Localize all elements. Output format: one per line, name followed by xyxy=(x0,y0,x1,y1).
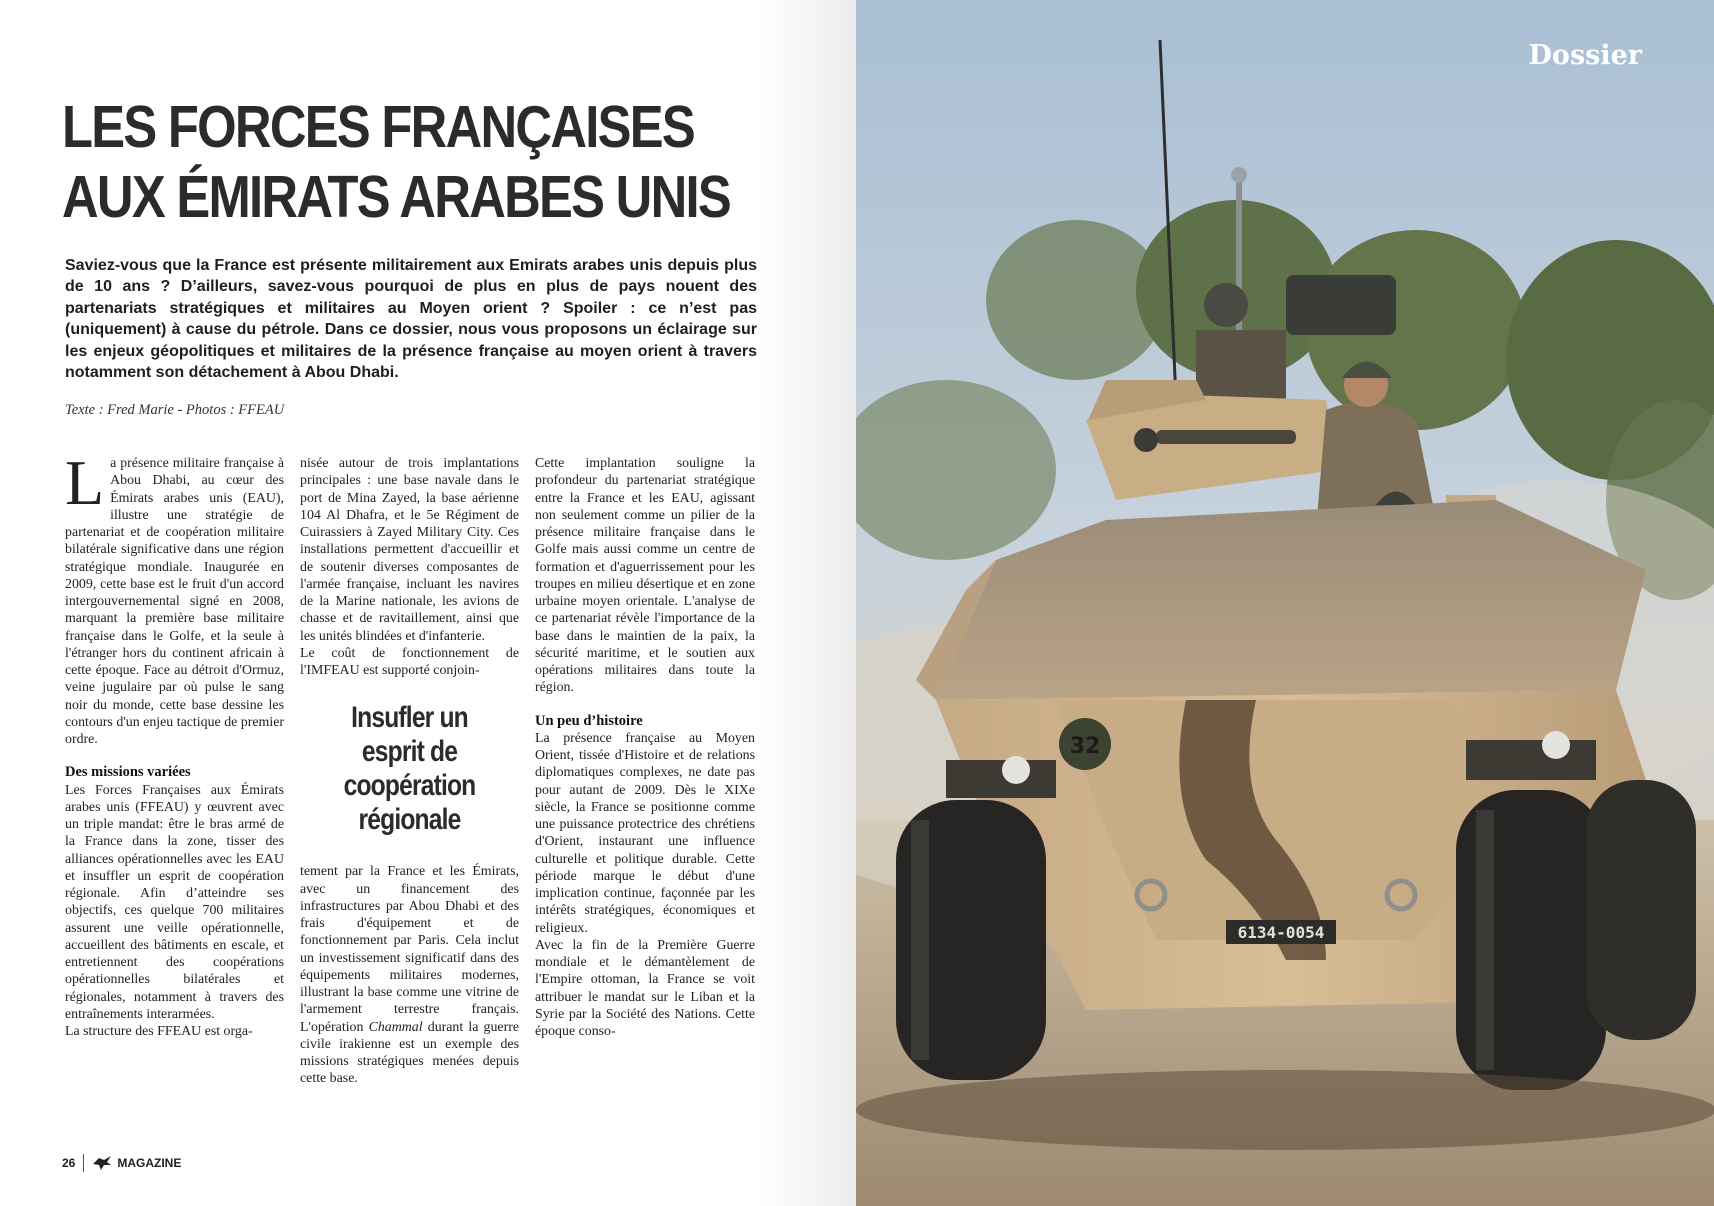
paragraph: Cette implantation souligne la profondeur du partenariat stratégique entre la France et les EAU, agissant non seulement comme un pilier de la présence militaire française dans le Golfe mais aussi comme un centre de formation et d'aguerrissement pour les troupes en milieu désertique et en zone urbaine moyen orientale. L'analyse de ce partenariat révèle l'importance de la base dans le maintien de la paix, la sécurité maritime, et le soutien aux opérations militaires dans toute la région. xyxy=(535,456,755,696)
paragraph: Les Forces Françaises aux Émirats arabes unis (FFEAU) y œuvrent avec un triple mandat: être le bras armé de la France dans la zone, tisser des alliances opérationnelles avec les EAU et insuffler un esprit de coopération régionale. Afin d’atteindre ses objectifs, ces quelque 700 militaires assurent une veille opérationnelle, accueillent des bâtiments en escale, et entretiennent des coopérations opérationnelles bilatérales et régionales, notamment à travers des entraînements interarmées. xyxy=(65,782,284,1022)
title-line-1: LES FORCES FRANÇAISES xyxy=(62,94,695,160)
magazine-label: MAGAZINE xyxy=(117,1156,182,1170)
license-plate: 6134-0054 xyxy=(1237,923,1325,942)
pull-quote: Insufler un esprit de coopération régionale xyxy=(343,701,476,837)
paragraph xyxy=(300,863,519,1087)
text-column-2 xyxy=(300,455,519,1088)
armored-vehicle-photo xyxy=(856,0,1714,1206)
title-line-2: AUX ÉMIRATS ARABES UNIS xyxy=(62,164,731,230)
paragraph-text: durant la guerre civile irakienne est un exemple des missions stratégiques menées depuis cette base. xyxy=(300,1019,519,1087)
paragraph: Le coût de fonctionnement de l'IMFEAU est supporté conjoin- xyxy=(300,645,519,678)
article-credits: Texte : Fred Marie - Photos : FFEAU xyxy=(65,402,285,418)
paragraph: La présence française au Moyen Orient, tissée d'Histoire et de relations diplomatiques complexes, ne date pas pour autant de 2009. Dès le XIXe siècle, la France se positionne comme une puissance protectrice des chrétiens d'Orient, instaurant une influence culturelle et politique durable. Cette période marque le début d'une implication continue, façonnée par les intérêts stratégiques, économiques et religieux. xyxy=(535,730,755,936)
subheading-history: Un peu d’histoire xyxy=(535,712,643,729)
paragraph: nisée autour de trois implantations principales : une base navale dans le port de Mina Zayed, la base aérienne 104 Al Dhafra, et le 5e Régiment de Cuirassiers à Zayed Military City. Ces installations permettent d'accueillir et de soutenir diverses composantes de l'armée française, incluant les navires de la Marine nationale, les avions de chasse et de ravitaillement, ainsi que les unités blindées et d'infanterie. xyxy=(300,456,519,644)
text-column-3 xyxy=(535,455,755,1040)
magazine-logo-icon xyxy=(92,1155,112,1171)
subheading-missions: Des missions variées xyxy=(65,764,191,781)
paragraph: Avec la fin de la Première Guerre mondiale et le démantèlement de l'Empire ottoman, la France se voit attribuer le mandat sur le Liban et la Syrie par la Société des Nations. Cette époque conso- xyxy=(535,937,755,1039)
paragraph-text: a présence militaire française à Abou Dhabi, au cœur des Émirats arabes unis (EAU), illustre une stratégie de partenariat et de coopération militaire bilatérale significative dans une région stratégique mondiale. Inaugurée en 2009, cette base est le fruit d'un accord intergouvernemental signé en 2008, marquant la première base militaire française dans le Golfe, et la seule à l'étranger hors du continent africain à cette époque. Face au détroit d'Ormuz, veine jugulaire par où pulse le sang noir du monde, cette base dessine les contours d'un enjeu tactique de premier ordre. xyxy=(65,456,284,747)
article-title xyxy=(62,92,731,232)
drop-cap: L xyxy=(65,447,105,518)
article-lead: Saviez-vous que la France est présente militairement aux Emirats arabes unis depuis plus de 10 ans ? D’ailleurs, savez-vous pourquoi de plus en plus de pays nouent des partenariats stratégiques et militaires au Moyen orient ? Spoiler : ce n’est pas (uniquement) à cause du pétrole. Dans ce dossier, nous vous proposons un éclairage sur les enjeux géopolitiques et militaires de la présence française au moyen orient à travers notamment son détachement à Abou Dhabi. xyxy=(65,257,757,382)
section-label: Dossier xyxy=(1528,40,1642,71)
vehicle-number: 32 xyxy=(1069,734,1101,759)
photo-page xyxy=(856,0,1714,1206)
page-footer xyxy=(62,1152,181,1174)
left-page xyxy=(0,0,856,1206)
paragraph xyxy=(65,447,284,748)
footer-divider xyxy=(83,1154,84,1172)
operation-name: Chammal xyxy=(368,1019,423,1035)
text-column-1 xyxy=(65,447,284,1040)
paragraph: La structure des FFEAU est orga- xyxy=(65,1024,253,1039)
paragraph-text: tement par la France et les Émirats, avec un financement des infrastructures par Abou Dhabi et des frais d'équipement et de fonctionnement par Paris. Cela inclut un investissement significatif dans des équipements militaires modernes, illustrant la base comme une vitrine de l'armement terrestre français. L'opération xyxy=(300,864,519,1035)
page-number: 26 xyxy=(62,1156,76,1170)
